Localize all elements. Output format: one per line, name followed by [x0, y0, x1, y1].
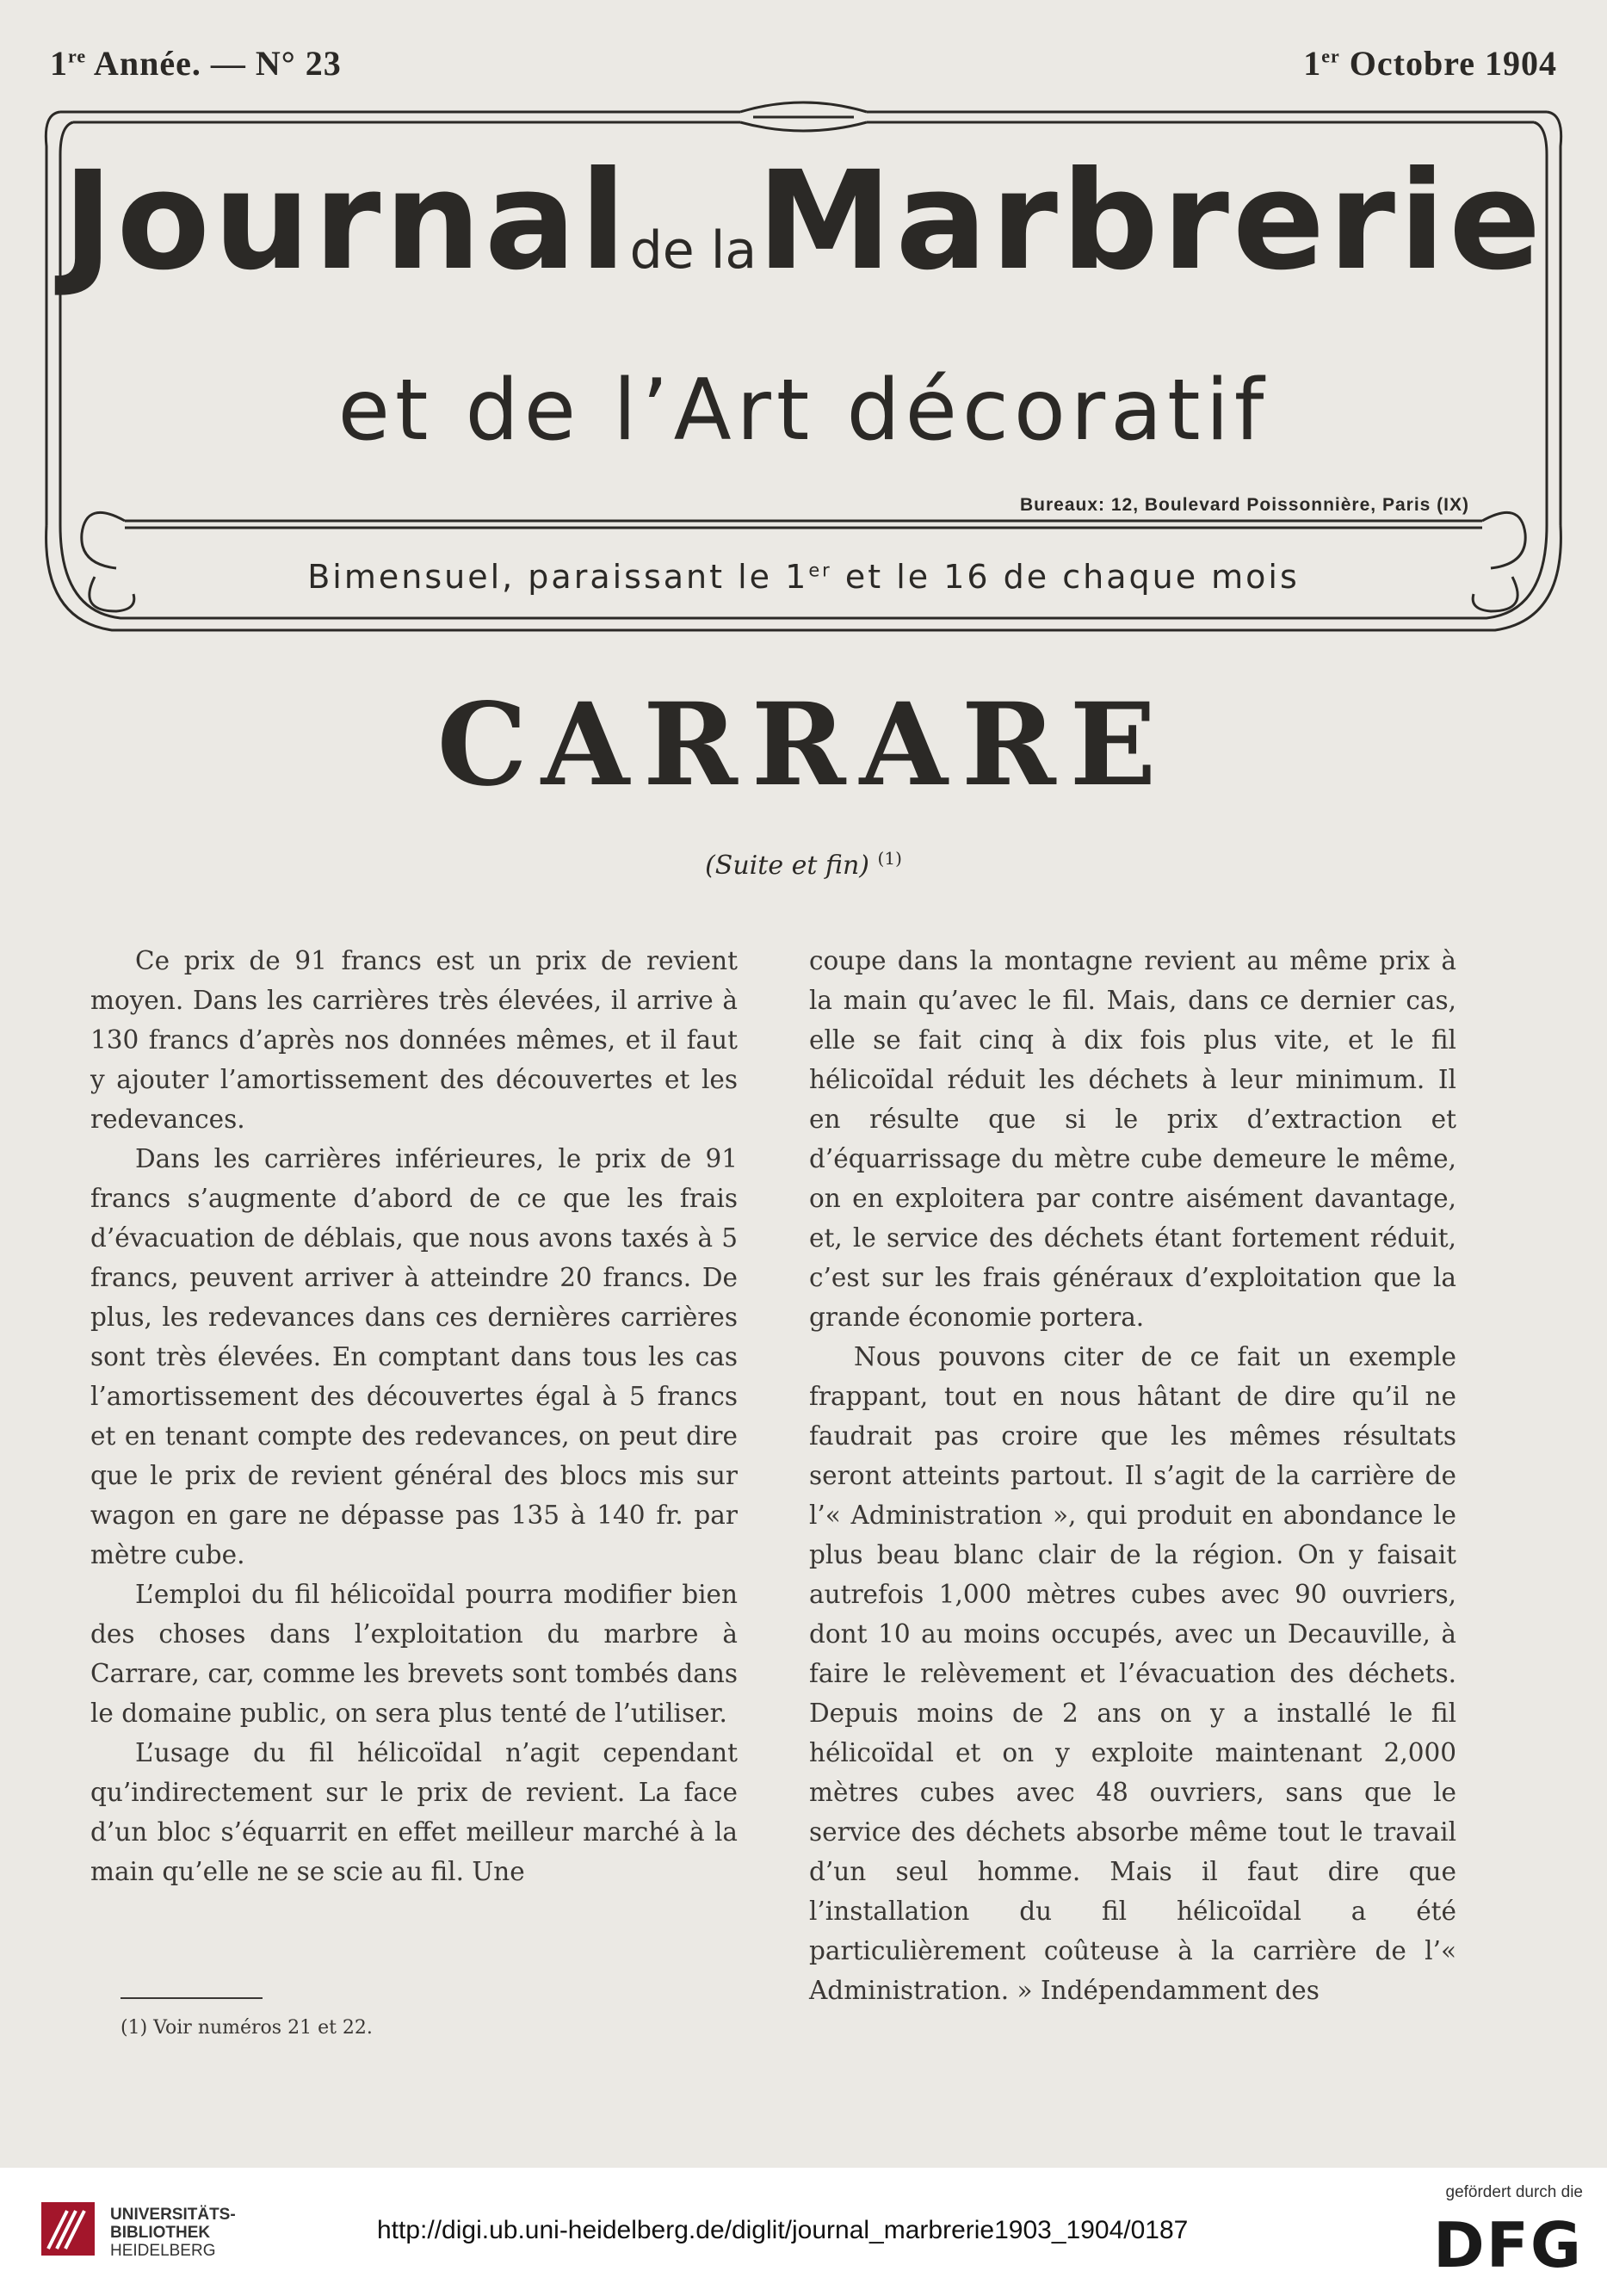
issue-number: 1re Année. — N° 23 — [50, 44, 342, 83]
left-column — [90, 941, 738, 1891]
masthead-title: Journalde laMarbrerie — [62, 142, 1545, 300]
article-title: CARRARE — [436, 678, 1171, 812]
office-address: Bureaux: 12, Boulevard Poissonnière, Paris (IX) — [1020, 495, 1469, 515]
paragraph: Ce prix de 91 francs est un prix de revient moyen. Dans les carrières très élevées, il arrive à 130 francs d’après nos données mêmes, et il faut y ajouter l’amortissement des découvertes et les redevances. — [90, 946, 738, 1134]
funder-caption: gefördert durch die — [1445, 2183, 1583, 2201]
library-name: UNIVERSITÄTS- BIBLIOTHEK HEIDELBERG — [110, 2206, 236, 2260]
issue-date: 1er Octobre 1904 — [1303, 44, 1557, 83]
issue-header — [50, 43, 1557, 95]
permalink[interactable]: http://digi.ub.uni-heidelberg.de/diglit/journal_marbrerie1903_1904/0187 — [377, 2216, 1189, 2244]
masthead-subtitle: et de l’Art décoratif — [337, 362, 1270, 460]
footnote-marker: (1) — [877, 848, 902, 869]
masthead — [34, 95, 1573, 646]
paragraph: coupe dans la montagne revient au même prix à la main qu’avec le fil. Mais, dans ce dernier cas, elle se fait cinq à dix fois plus vite, et le fil hélicoïdal réduit les déchets à leur minimum. Il en résulte que si le prix d’extraction et d’équarrissage du mètre cube demeure le même, on en exploitera par contre aisément davantage, et, le service des déchets étant fortement réduit, c’est sur les frais généraux d’exploitation que la grande économie portera. — [809, 946, 1456, 1332]
dfg-logo: DFG — [1432, 2209, 1583, 2281]
paragraph: L’usage du fil hélicoïdal n’agit cependant qu’indirectement sur le prix de revient. La face d’un bloc s’équarrit en effet meilleur marché à la main qu’elle ne se scie au fil. Une — [90, 1738, 738, 1886]
right-column — [809, 941, 1456, 2010]
periodicity: Bimensuel, paraissant le 1er et le 16 de chaque mois — [307, 558, 1300, 596]
footnote-divider — [121, 1997, 263, 1999]
university-library-logo-icon — [41, 2202, 95, 2256]
digitization-footer — [0, 2168, 1607, 2296]
paragraph: L’emploi du fil hélicoïdal pourra modifier bien des choses dans l’exploitation du marbre à Carrare, car, comme les brevets sont tombés dans le domaine public, on sera plus tenté de l’utiliser. — [90, 1580, 738, 1728]
paragraph: Dans les carrières inférieures, le prix de 91 francs s’augmente d’abord de ce que les frais d’évacuation de déblais, que nous avons taxés à 5 francs, peuvent arriver à atteindre 20 francs. De plus, les redevances dans ces dernières carrières sont très élevées. En comptant dans tous les cas l’amortissement des découvertes égal à 5 francs et en tenant compte des redevances, on peut dire que le prix de revient général des blocs mis sur wagon en gare ne dépasse pas 135 à 140 fr. par mètre cube. — [90, 1144, 738, 1569]
article-subtitle: (Suite et fin) $^{(1)}$ — [705, 848, 902, 881]
paragraph: Nous pouvons citer de ce fait un exemple frappant, tout en nous hâtant de dire qu’il ne faudrait pas croire que les mêmes résultats seront atteints partout. Il s’agit de la carrière de l’« Administration », qui produit en abondance le plus beau blanc clair de la région. On y faisait autrefois 1,000 mètres cubes avec 90 ouvriers, dont 10 au moins occupés, avec un Decauville, à faire le relèvement et l’évacuation des déchets. Depuis moins de 2 ans on y a installé le fil hélicoïdal et on y exploite maintenant 2,000 mètres cubes avec 48 ouvriers, sans que le service des déchets absorbe même tout le travail d’un seul homme. Mais il faut dire que l’installation du fil hélicoïdal a été particulièrement coûteuse à la carrière de l’« Administration. » Indépendamment des — [809, 1342, 1456, 2005]
footnote: (1) Voir numéros 21 et 22. — [121, 2017, 373, 2039]
